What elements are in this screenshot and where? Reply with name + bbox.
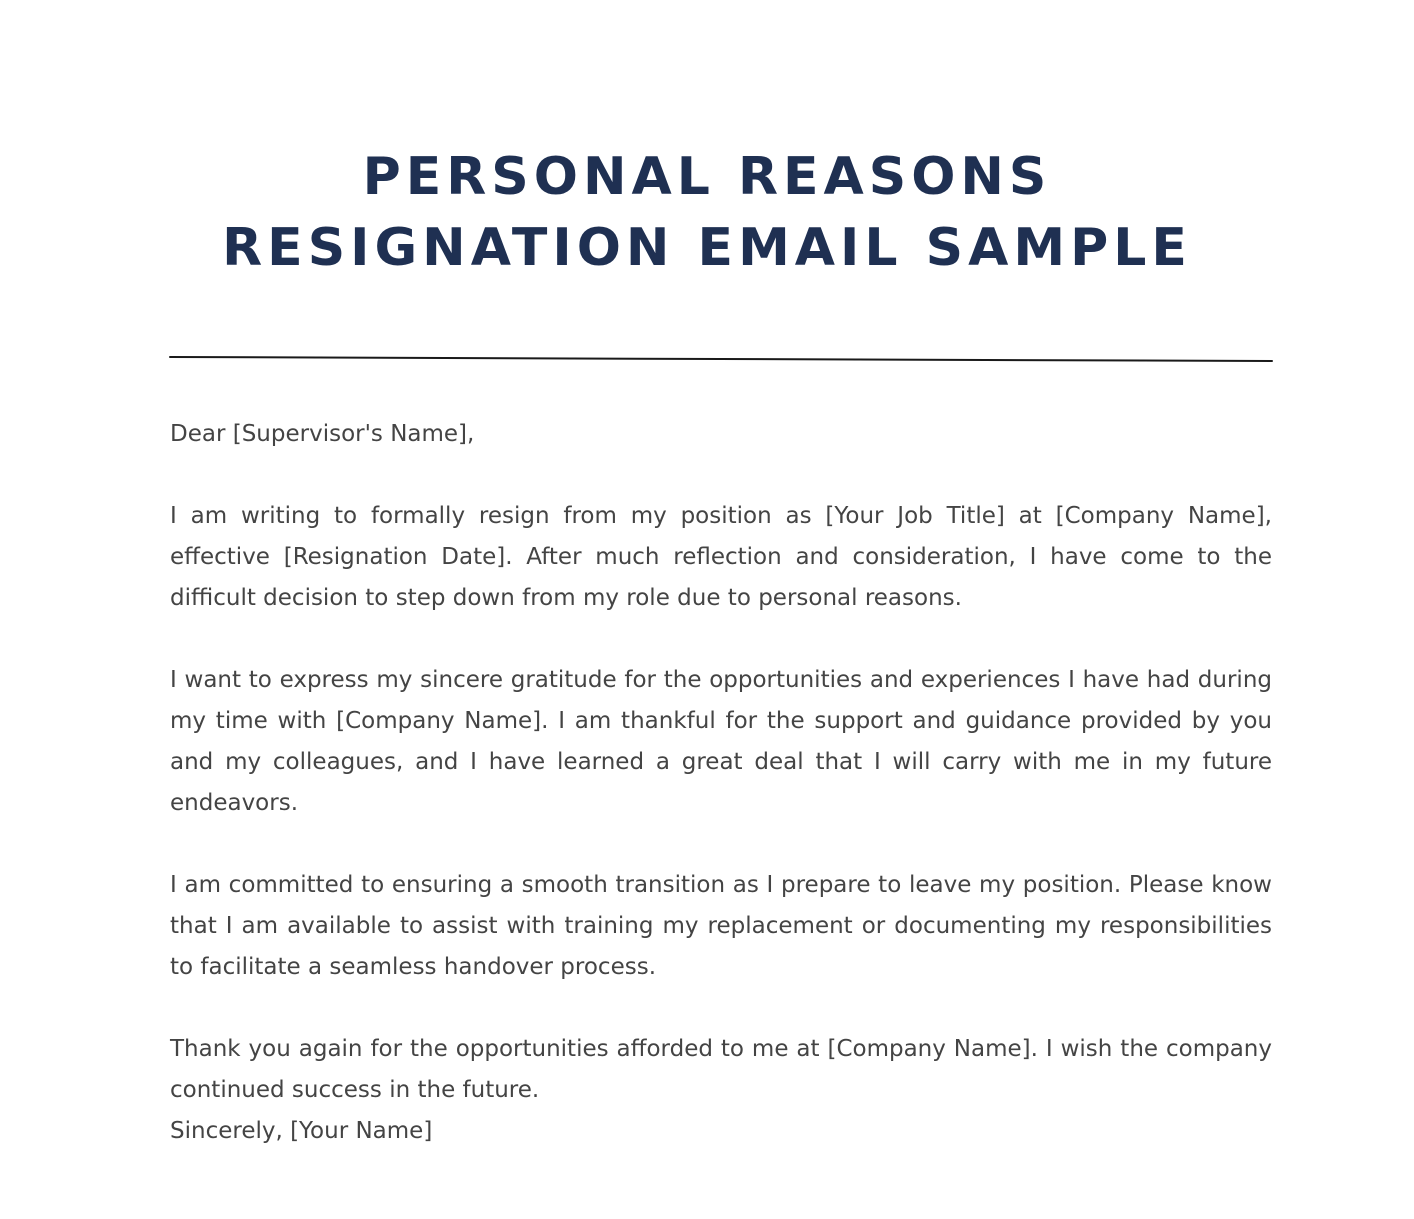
letter-greeting: Dear [Supervisor's Name], bbox=[170, 421, 475, 447]
paragraph-transition: I am committed to ensuring a smooth transition as I prepare to leave my position. Please know that I am available to assist with training my replacement or documenting my responsibilities to facilitate a seamless handover process. bbox=[170, 872, 1272, 980]
paragraph-thanks: Thank you again for the opportunities afforded to me at [Company Name]. I wish the company continued success in the future. bbox=[170, 1036, 1272, 1103]
paragraph-intro: I am writing to formally resign from my position as [Your Job Title] at [Company Name], effective [Resignation Date]. After much reflection and consideration, I have come to the difficult decision to step down from my role due to personal reasons. bbox=[170, 503, 1272, 611]
letter-body bbox=[170, 414, 1272, 1152]
title-divider bbox=[0, 0, 1414, 400]
letter-closing: Sincerely, [Your Name] bbox=[170, 1118, 433, 1144]
title-line-2: RESIGNATION EMAIL SAMPLE bbox=[222, 218, 1192, 278]
paragraph-gratitude: I want to express my sincere gratitude for the opportunities and experiences I have had during my time with [Company Name]. I am thankful for the support and guidance provided by you and my colleagues, and I have learned a great deal that I will carry with me in my future endeavors. bbox=[170, 667, 1272, 816]
title-line-1: PERSONAL REASONS bbox=[362, 147, 1052, 207]
